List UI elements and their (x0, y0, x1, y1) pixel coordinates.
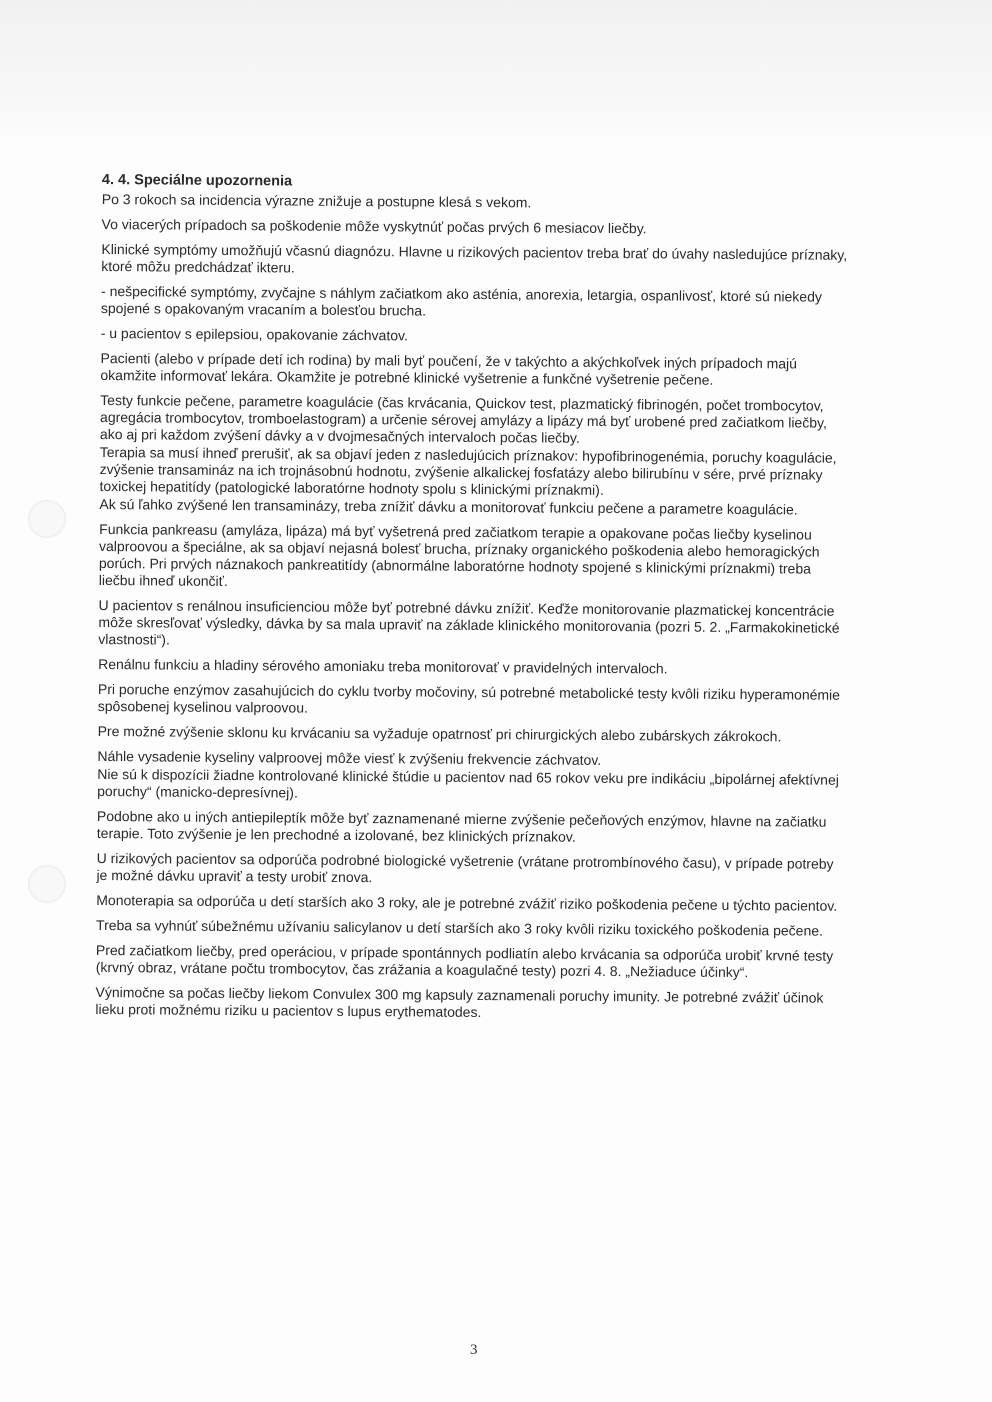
paragraph-monotherapy: Monoterapia sa odporúča u detí starších ako 3 roky, ale je potrebné zvážiť riziko poškodenia pečene u týchto pacientov. (96, 891, 838, 914)
paragraph-symptoms: Klinické symptómy umožňujú včasnú diagnózu. Hlavne u rizikových pacientov treba brať do úvahy nasledujúce príznaky, ktoré môžu predchádzať ikteru. (101, 240, 848, 276)
section-heading: 4. 4. Speciálne upozornenia (101, 172, 293, 190)
paragraph-renal-monitoring: Renálnu funkciu a hladiny sérového amoniaku treba monitorovať v pravidelných intervaloch. (98, 655, 668, 677)
paragraph-elderly: Nie sú k dispozícii žiadne kontrolované klinické štúdie u pacientov nad 65 rokov veku pre indikáciu „bipolárnej afektívnej poruchy“ (manicko-depresívnej). (97, 765, 839, 801)
paragraph-bleeding: Pre možné zvýšenie sklonu ku krvácaniu sa vyžaduje opatrnosť pri chirurgických alebo zubárskych zákrokoch. (97, 722, 782, 745)
section-body (95, 172, 852, 1032)
page-number: 3 (470, 1342, 478, 1358)
paragraph-withdrawal: Náhle vysadenie kyseliny valproovej môže viesť k zvýšeniu frekvencie záchvatov. (97, 747, 602, 768)
paragraph-onset: Vo viacerých prípadoch sa poškodenie môže vyskytnúť počas prvých 6 mesiacov liečby. (101, 215, 647, 237)
paragraph-nonspecific: - nešpecifické symptómy, zvyčajne s náhlym začiatkom ako asténia, anorexia, letargia, ospanlivosť, ktoré sú niekedy spojené s opakovaným vracaním a bolesťou brucha. (100, 282, 822, 319)
paragraph-blood-tests: Pred začiatkom liečby, pred operáciou, v prípade spontánnych podliatín alebo krvácania sa odporúča urobiť krvné testy (krvný obraz, vrátane počtu trombocytov, čas zrážania a koagulačné testy) pozri 4. 8. „Nežiaduce účinky“. (95, 941, 834, 981)
paragraph-liver-tests: Testy funkcie pečene, parametre koagulácie (čas krvácania, Quickov test, plazmatický fibrinogén, počet trombocytov, agregácia trombocytov, tromboelastogram) a určenie sérovej amylázy a lipázy má byť urobené pred začiatkom liečby, ako aj pri každom zvýšení dávky a v dvojmesačných intervaloch počas liečby. (99, 391, 827, 446)
scan-shadow (0, 0, 992, 150)
paragraph-incidence: Po 3 rokoch sa incidencia výrazne znižuje a postupne klesá s vekom. (101, 190, 532, 211)
paragraph-liver-enzymes: Podobne ako u iných antiepileptík môže byť zaznamenané mierne zvýšenie pečeňových enzýmov, hlavne na začiatku terapie. Toto zvýšenie je len prechodné a izolované, bez klinických príznakov. (96, 807, 827, 845)
punch-hole (28, 500, 66, 538)
paragraph-transaminases: Ak sú ľahko zvýšené len transaminázy, treba znížiť dávku a monitorovať funkciu pečene a parametre koagulácie. (99, 495, 798, 518)
paragraph-epilepsy: - u pacientov s epilepsiou, opakovanie záchvatov. (100, 324, 408, 344)
paragraph-salicylates: Treba sa vyhnúť súbežnému užívaniu salicylanov u detí starších ako 3 roky kvôli riziku toxického poškodenia pečene. (96, 916, 824, 939)
punch-hole (28, 865, 66, 903)
paragraph-risk-patients: U rizikových pacientov sa odporúča podrobné biologické vyšetrenie (vrátane protrombínového času), v prípade potreby je možné dávku upraviť a testy urobiť znova. (96, 849, 834, 886)
paragraph-urea-cycle: Pri poruche enzýmov zasahujúcich do cyklu tvorby močoviny, sú potrebné metabolické testy kvôli riziku hyperamonémie spôsobenej kyselinou valproovou. (97, 680, 841, 716)
paragraph-renal: U pacientov s renálnou insuficienciou môže byť potrebné dávku znížiť. Keďže monitorovanie plazmatickej koncentrácie môže skresľovať výsledky, dávka by sa mala upraviť na základe klinického monitorovania (pozri 5. 2. „Farmakokinetické vlastnosti“). (98, 596, 840, 648)
paragraph-stop-therapy: Terapia sa musí ihneď prerušiť, ak sa objaví jeden z nasledujúcich príznakov: hypofibrinogenémia, poruchy koagulácie, zvýšenie transamináz na ich trojnásobnú hodnotu, zvýšenie alkalickej fosfatázy alebo bilirubínu v sére, prvé príznaky toxickej hepatitídy (patologické laboratórne hodnoty spolu s klinickými príznakmi). (99, 443, 837, 498)
paragraph-patients: Pacienti (alebo v prípade detí ich rodina) by mali byť poučení, že v takýchto a akýchkoľvek iných prípadoch majú okamžite informovať lekára. Okamžite je potrebné klinické vyšetrenie a funkčné vyšetrenie pečene. (100, 349, 798, 388)
paragraph-immunity: Výnimočne sa počas liečby liekom Convulex 300 mg kapsuly zaznamenali poruchy imunity. Je potrebné zvážiť účinok lieku proti možnému riziku u pacientov s lupus erythematodes. (95, 983, 824, 1021)
paragraph-pancreas: Funkcia pankreasu (amyláza, lipáza) má byť vyšetrená pred začiatkom terapie a opakovane počas liečby kyselinou valproovou a špeciálne, ak sa objaví nejasná bolesť brucha, príznaky organického poškodenia alebo hemoragických porúch. Pri prvých náznakoch pankreatitídy (abnormálne laboratórne hodnoty spojené s klinickými príznakmi) treba liečbu ihneď ukončiť. (98, 520, 820, 590)
